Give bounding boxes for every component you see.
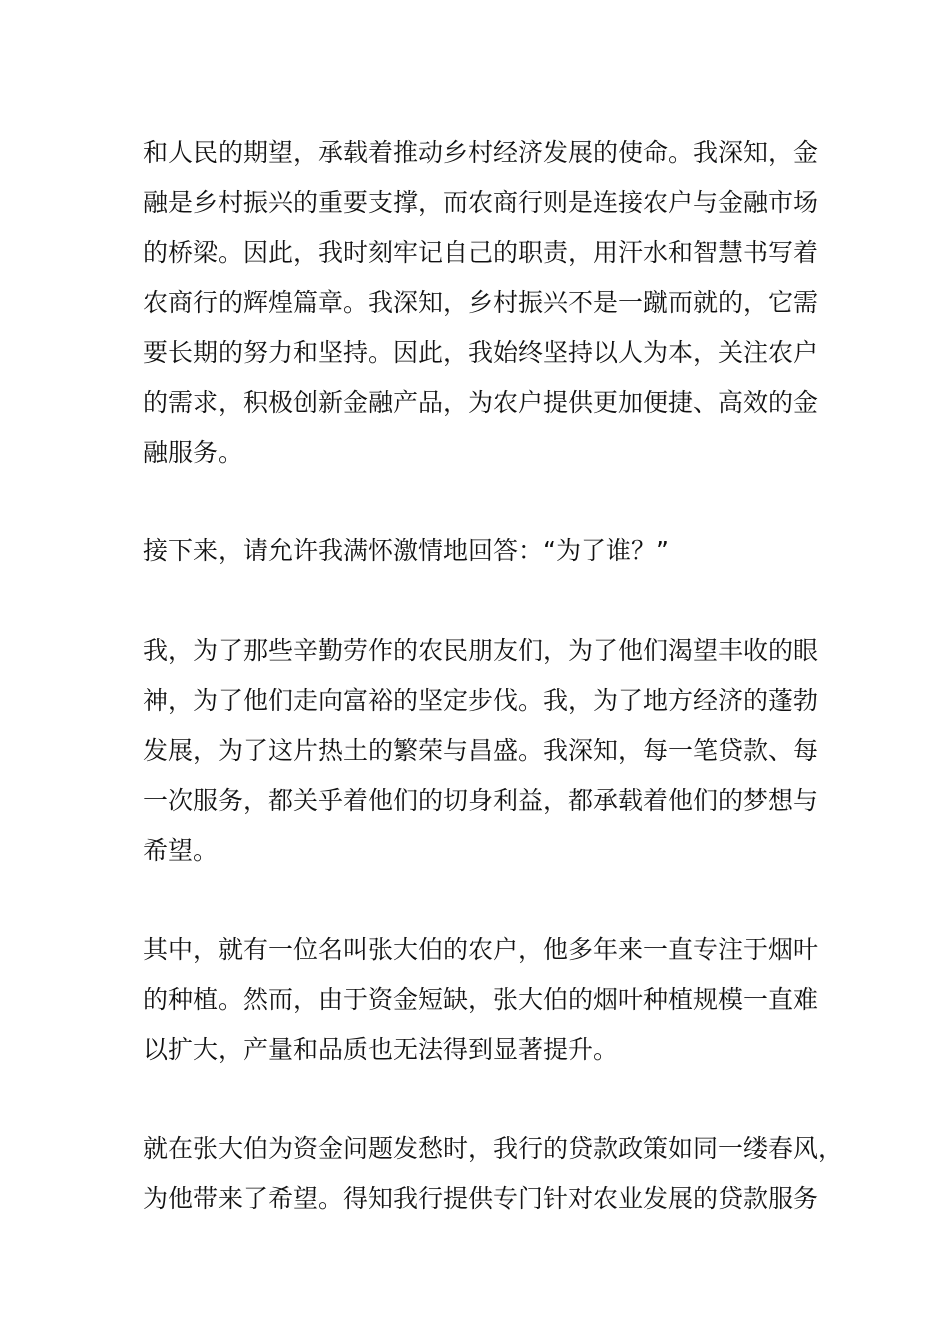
text-line: 发展，为了这片热土的繁荣与昌盛。我深知，每一笔贷款、每 (143, 736, 819, 765)
paragraph-5 (143, 1124, 844, 1224)
text-line: 接下来，请允许我满怀激情地回答：“为了谁？” (143, 536, 669, 565)
text-line: 的桥梁。因此，我时刻牢记自己的职责，用汗水和智慧书写着 (143, 238, 819, 267)
text-line: 就在张大伯为资金问题发愁时，我行的贷款政策如同一缕春风， (143, 1134, 844, 1163)
paragraph-2 (143, 526, 815, 576)
text-line: 农商行的辉煌篇章。我深知，乡村振兴不是一蹴而就的，它需 (143, 288, 819, 317)
text-line: 为他带来了希望。得知我行提供专门针对农业发展的贷款服务 (143, 1184, 819, 1213)
paragraph-4 (143, 925, 819, 1075)
text-line: 神，为了他们走向富裕的坚定步伐。我，为了地方经济的蓬勃 (143, 686, 819, 715)
text-line: 以扩大，产量和品质也无法得到显著提升。 (143, 1035, 619, 1064)
text-line: 其中，就有一位名叫张大伯的农户，他多年来一直专注于烟叶 (143, 935, 819, 964)
text-line: 的需求，积极创新金融产品，为农户提供更加便捷、高效的金 (143, 388, 819, 417)
text-line: 我，为了那些辛勤劳作的农民朋友们，为了他们渴望丰收的眼 (143, 636, 819, 665)
text-line: 的种植。然而，由于资金短缺，张大伯的烟叶种植规模一直难 (143, 985, 819, 1014)
paragraph-1 (143, 128, 819, 478)
text-line: 一次服务，都关乎着他们的切身利益，都承载着他们的梦想与 (143, 786, 819, 815)
text-line: 要长期的努力和坚持。因此，我始终坚持以人为本，关注农户 (143, 338, 819, 367)
text-line: 融是乡村振兴的重要支撑，而农商行则是连接农户与金融市场 (143, 188, 819, 217)
paragraph-3 (143, 626, 819, 876)
text-line: 融服务。 (143, 438, 244, 467)
text-line: 希望。 (143, 836, 219, 865)
text-line: 和人民的期望，承载着推动乡村经济发展的使命。我深知，金 (143, 138, 819, 167)
